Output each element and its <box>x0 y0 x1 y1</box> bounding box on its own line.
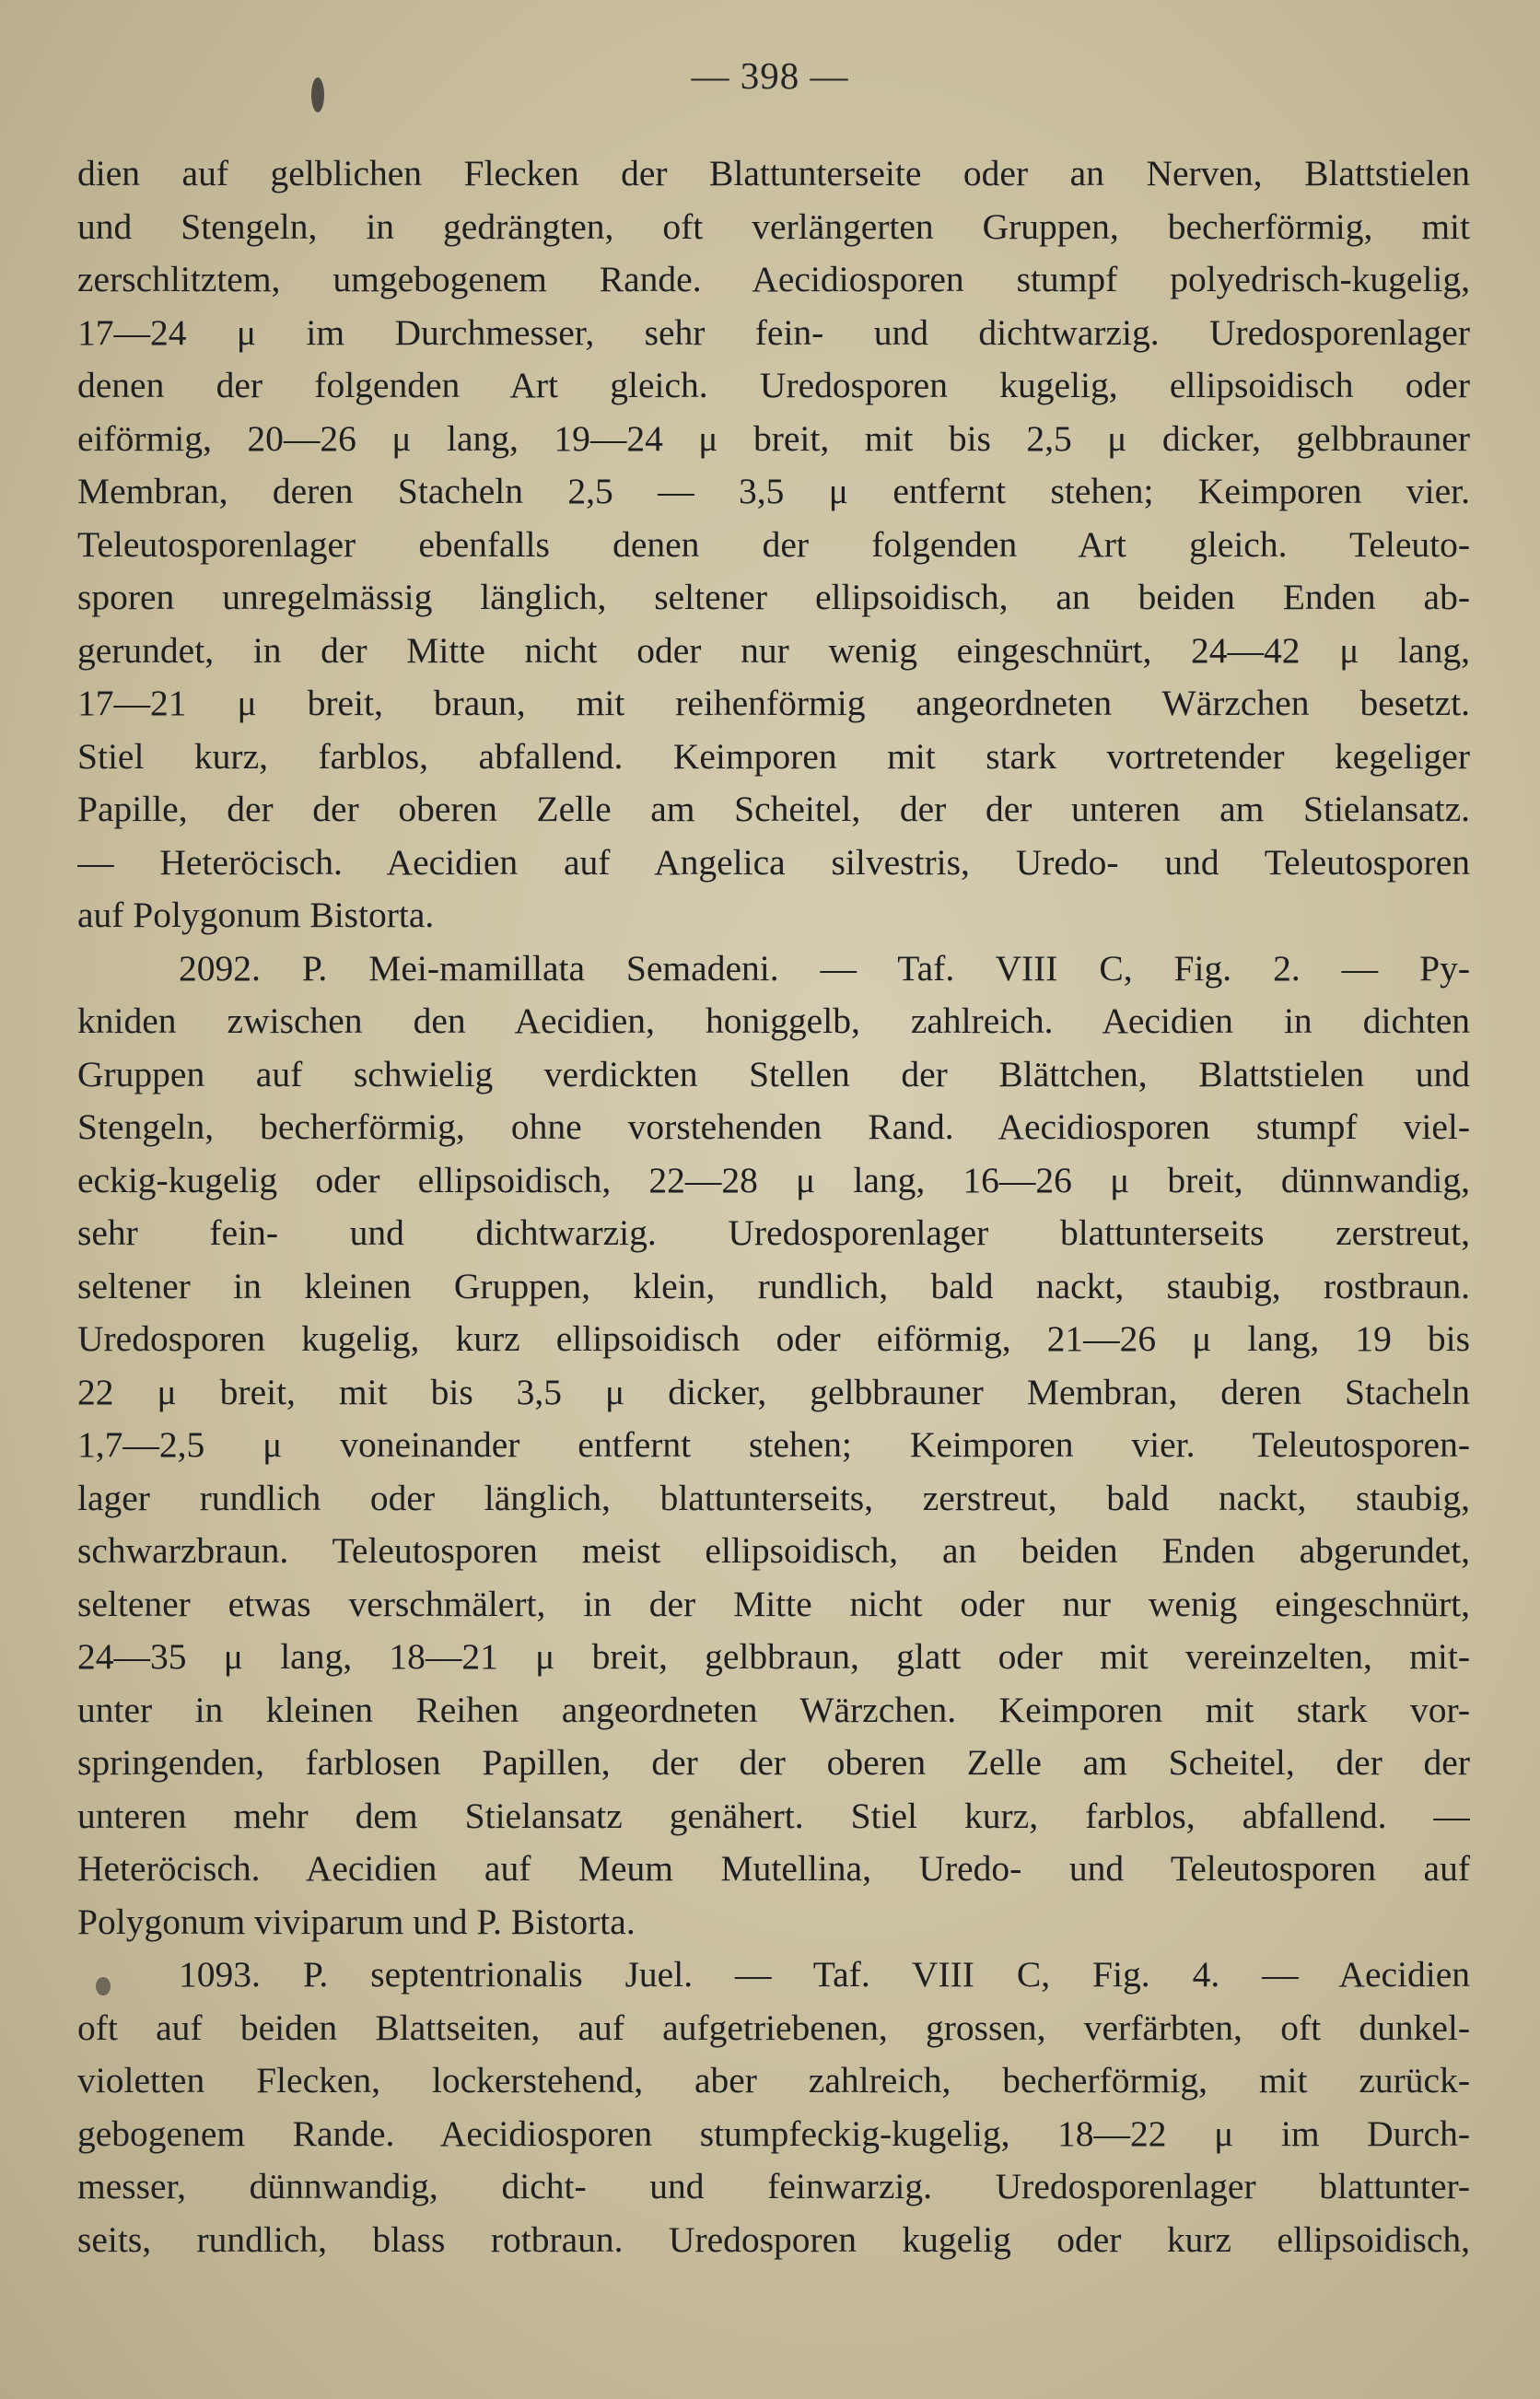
text-line: und Stengeln, in gedrängten, oft verlängerten Gruppen, becherförmig, mit <box>77 205 1470 247</box>
text-line: unteren mehr dem Stielansatz genähert. Stiel kurz, farblos, abfallend. — <box>77 1795 1470 1836</box>
text-line: seltener etwas verschmälert, in der Mitte nicht oder nur wenig eingeschnürt, <box>77 1583 1470 1624</box>
text-line: sehr fein- und dichtwarzig. Uredosporenlager blattunterseits zerstreut, <box>77 1212 1470 1253</box>
text-line: zerschlitztem, umgebogenem Rande. Aecidiosporen stumpf polyedrisch-kugelig, <box>77 259 1470 299</box>
text-line: Papille, der der oberen Zelle am Scheitel, der der unteren am Stielansatz. <box>77 789 1470 829</box>
page-text <box>77 147 1470 2266</box>
text-line: oft auf beiden Blattseiten, auf aufgetriebenen, grossen, verfärbten, oft dunkel- <box>77 2007 1470 2048</box>
text-line: seltener in kleinen Gruppen, klein, rundlich, bald nackt, staubig, rostbraun. <box>77 1265 1470 1306</box>
text-line: 2092. P. Mei-mamillata Semadeni. — Taf. VIII C, Fig. 2. — Py- <box>179 947 1470 989</box>
text-line: unter in kleinen Reihen angeordneten Wärzchen. Keimporen mit stark vor- <box>77 1689 1470 1730</box>
text-line: 1093. P. septentrionalis Juel. — Taf. VIII C, Fig. 4. — Aecidien <box>179 1954 1470 1995</box>
text-line: Membran, deren Stacheln 2,5 — 3,5 μ entfernt stehen; Keimporen vier. <box>77 471 1470 511</box>
text-line: lager rundlich oder länglich, blattunterseits, zerstreut, bald nackt, staubig, <box>77 1477 1470 1518</box>
text-line: dien auf gelblichen Flecken der Blattunterseite oder an Nerven, Blattstielen <box>77 153 1470 193</box>
text-line: Stiel kurz, farblos, abfallend. Keimporen mit stark vortretender kegeliger <box>77 735 1470 777</box>
text-line: Gruppen auf schwielig verdickten Stellen der Blättchen, Blattstielen und <box>77 1053 1470 1094</box>
text-line: 17—21 μ breit, braun, mit reihenförmig angeordneten Wärzchen besetzt. <box>77 683 1470 723</box>
text-line: Stengeln, becherförmig, ohne vorstehenden Rand. Aecidiosporen stumpf viel- <box>77 1106 1470 1147</box>
text-line: 1,7—2,5 μ voneinander entfernt stehen; Keimporen vier. Teleutosporen- <box>77 1424 1470 1465</box>
text-line: 17—24 μ im Durchmesser, sehr fein- und dichtwarzig. Uredosporenlager <box>77 311 1470 353</box>
text-line: Heteröcisch. Aecidien auf Meum Mutellina, Uredo- und Teleutosporen auf <box>77 1848 1470 1889</box>
text-line: seits, rundlich, blass rotbraun. Uredosporen kugelig oder kurz ellipsoidisch, <box>77 2218 1470 2260</box>
text-line: — Heteröcisch. Aecidien auf Angelica silvestris, Uredo- und Teleutosporen <box>77 841 1470 883</box>
text-line: gebogenem Rande. Aecidiosporen stumpfeckig-kugelig, 18—22 μ im Durch- <box>77 2112 1470 2154</box>
text-line: violetten Flecken, lockerstehend, aber zahlreich, becherförmig, mit zurück- <box>77 2060 1470 2101</box>
text-line: schwarzbraun. Teleutosporen meist ellipsoidisch, an beiden Enden abgerundet, <box>77 1530 1470 1571</box>
text-line: messer, dünnwandig, dicht- und feinwarzig. Uredosporenlager blattunter- <box>77 2166 1470 2206</box>
text-line: eiförmig, 20—26 μ lang, 19—24 μ breit, mit bis 2,5 μ dicker, gelbbrauner <box>77 417 1470 459</box>
text-line: eckig-kugelig oder ellipsoidisch, 22—28 μ lang, 16—26 μ breit, dünnwandig, <box>77 1159 1470 1200</box>
text-line: sporen unregelmässig länglich, seltener ellipsoidisch, an beiden Enden ab- <box>77 577 1470 617</box>
text-line: 24—35 μ lang, 18—21 μ breit, gelbbraun, glatt oder mit vereinzelten, mit- <box>77 1636 1470 1677</box>
text-line: springenden, farblosen Papillen, der der oberen Zelle am Scheitel, der der <box>77 1742 1470 1783</box>
text-line: denen der folgenden Art gleich. Uredosporen kugelig, ellipsoidisch oder <box>77 365 1470 405</box>
page-number: — 398 — <box>691 54 849 97</box>
text-line: auf Polygonum Bistorta. <box>77 895 435 935</box>
text-line: Polygonum viviparum und P. Bistorta. <box>77 1901 636 1942</box>
text-line: Uredosporen kugelig, kurz ellipsoidisch oder eiförmig, 21—26 μ lang, 19 bis <box>77 1318 1470 1359</box>
text-line: Teleutosporenlager ebenfalls denen der folgenden Art gleich. Teleuto- <box>77 523 1470 565</box>
text-line: kniden zwischen den Aecidien, honiggelb, zahlreich. Aecidien in dichten <box>77 1001 1470 1041</box>
text-line: 22 μ breit, mit bis 3,5 μ dicker, gelbbrauner Membran, deren Stacheln <box>77 1371 1470 1412</box>
text-line: gerundet, in der Mitte nicht oder nur wenig eingeschnürt, 24—42 μ lang, <box>77 629 1470 671</box>
